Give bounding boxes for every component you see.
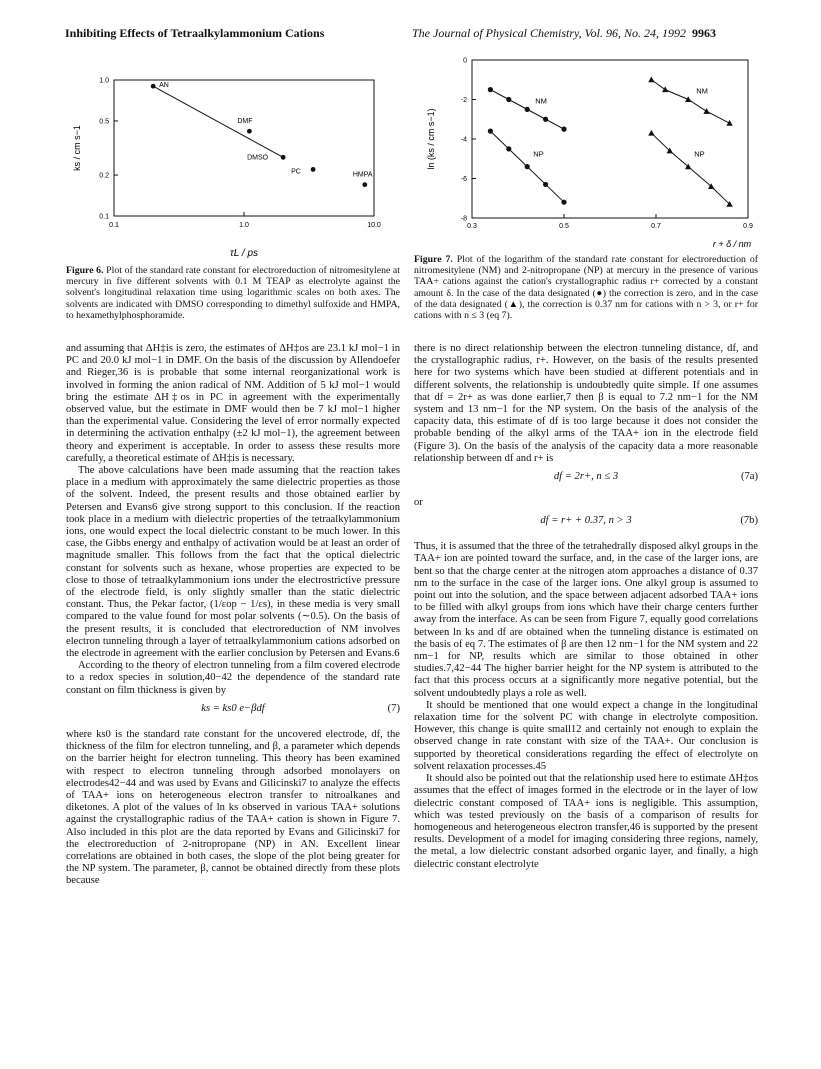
y-tick-label: -8 <box>460 215 467 223</box>
equation-7a <box>414 471 758 491</box>
x-axis-label: r + δ / nm <box>712 239 752 249</box>
y-tick-label: 0.5 <box>99 118 109 126</box>
data-point-circle <box>543 117 548 122</box>
x-tick-label: 10.0 <box>367 222 381 229</box>
data-point-triangle <box>648 77 654 83</box>
point-label: DMSO <box>247 154 269 162</box>
right-paragraph-2: Thus, it is assumed that the three of the tetrahedrally disposed alkyl groups in the TAA+ ion are pointed toward the surface, and, in the case of the larger ions, are bent so that the charge center at the nitrogen atom approaches a distance of 0.37 nm to the surface in the case of the larger ions. One alkyl group is assumed to point out into the solution, and the space between adjacent adsorbed TAA+ ions to be filled with alkyl groups from ions which have their charge centers further away from the interface. As can be seen from Figure 7, equally good correlations between ln ks and df are obtained when the tunneling distance is estimated on the basis of eq 7. The estimates of β are then 12 nm−1 for the NM system and 22 nm−1 for NP, results which are similar to those obtained in other studies.7,42−44 The higher barrier height for the NP system is attributed to the fact that this process occurs at a significantly more negative potential, but the solvent undoubtedly plays a role as well. <box>414 541 758 699</box>
data-point-circle <box>525 107 530 112</box>
right-paragraph-1: there is no direct relationship between the electron tunneling distance, df, and the crystallographic radius, r+. However, on the basis of the results presented here for two systems which have been studied at different potentials and in different solvents, the relationship is undoubtedly quite simple. If one assumes that df = 2r+ as was done earlier,7 then β is equal to 7.2 nm−1 for the NM system and 13 nm−1 for the NP system. On the basis of the analysis of the capacity data, this estimate of df is too large because it does not consider the probable bending of the alkyl arms of the TAA+ ion in the electrode field (Figure 3). On the basis of the analysis of the capacity data a more reasonable relationship between df and r+ is <box>414 343 758 464</box>
y-axis-label: ln (ks / cm s−1) <box>426 108 436 170</box>
left-column-text <box>66 343 400 888</box>
equation-7-formula: ks = ks0 e−βdf <box>201 702 265 714</box>
figure-7-chart <box>412 52 764 258</box>
running-header-right <box>412 26 716 41</box>
data-point-triangle <box>703 108 709 114</box>
running-header-left: Inhibiting Effects of Tetraalkylammonium Cations <box>65 26 325 40</box>
equation-7-number: (7) <box>387 702 400 714</box>
equation-7b-number: (7b) <box>740 515 758 527</box>
figure-6-caption-text: Plot of the standard rate constant for electroreduction of nitromesitylene at mercury in five different solvents with 0.1 M TEAP as electrolyte against the solvent's longitudinal relaxation time using logarithmic scales on both axes. The solvents are indicated with DMSO corresponding to dimethyl sulfoxide and HMPA, to hexamethylphosphoramide. <box>66 265 401 321</box>
data-point-circle <box>543 182 548 187</box>
right-column-text <box>414 343 758 871</box>
y-tick-label: -6 <box>460 176 467 183</box>
x-tick-label: 0.5 <box>559 223 569 230</box>
series-label: NP <box>533 149 544 159</box>
data-point-circle <box>506 97 511 102</box>
or-word: or <box>414 497 423 509</box>
point-label: AN <box>159 82 169 90</box>
figure-7-caption <box>414 254 758 321</box>
x-tick-label: 0.9 <box>743 223 753 230</box>
right-paragraph-3: It should be mentioned that one would expect a change in the longitudinal relaxation time for the solvent PC with change in electrolyte composition. However, this change is quite small12 and certainly not enough to explain the observed change in rate constant with size of the TAA+. Our conclusion is supported by theoretical considerations regarding the effect of electrolyte on solvent relaxation processes.45 <box>414 699 758 772</box>
data-point-circle <box>506 146 511 151</box>
data-point-circle <box>525 164 530 169</box>
data-point <box>151 84 156 89</box>
figure-6-caption-head: Figure 6. <box>66 265 104 276</box>
data-point-triangle <box>662 86 668 92</box>
left-paragraph-2: The above calculations have been made assuming that the reaction takes place in a medium with approximately the same dielectric properties as those of the solvent. Indeed, the present results and those obtained earlier by Petersen and Evans6 give strong support to this conclusion. If the reaction took place in a medium with dielectric properties of the tetraalkylammonium ions, one would expect the local dielectric constant to be much lower. In this case, the Gibbs energy and enthalpy of activation would be at least an order of magnitude smaller. This follows from the fact that the optical dielectric constant for solvents such as hexane, whose properties are expected to be close to those of tetraalkylammonium ions under the electrostrictive pressure of the electrode field, is only slightly smaller than the static dielectric constant. Thus, the Pekar factor, (1/εop − 1/εs), in these media is very small compared to the value found for most polar solvents (∼0.5). On the basis of the present results, it is concluded that electroreduction of NM involves electron tunneling through a layer of tetraalkylammonium cations adsorbed on the electrode in agreement with the earlier conclusion by Petersen and Evans.6 <box>66 465 400 660</box>
x-tick-label: 1.0 <box>239 222 249 229</box>
y-axis-label: ks / cm s−1 <box>72 125 82 171</box>
x-tick-label: 0.3 <box>467 223 477 230</box>
data-point-circle <box>561 200 566 205</box>
figure-7-caption-head: Figure 7. <box>414 254 453 265</box>
equation-7b <box>414 515 758 535</box>
data-point-triangle <box>685 96 691 102</box>
data-point-circle <box>488 129 493 134</box>
left-paragraph-4: where ks0 is the standard rate constant for the uncovered electrode, df, the thickness of the film for electron tunneling, and β, a parameter which depends on the barrier height for electron tunneling. This theory has been examined with respect to electron tunneling through adsorbed monolayers on electrodes42−44 and was used by Evans and Gilicinski7 to analyze the effects of TAA+ ions on heterogeneous electron transfer to nitroalkanes and diketones. A plot of the values of ln ks observed in various TAA+ solutions against the crystallographic radius of the TAA+ cation is shown in Figure 7. Also included in this plot are the data reported by Evans and Gilicinski7 for the electroreduction of 2-nitropropane (NP) in AN. Excellent linear correlations are obtained in both cases, the slope of the plot being greater for the NP system. The parameter, β, cannot be obtained directly from these plots because <box>66 728 400 887</box>
equation-7b-formula: df = r+ + 0.37, n > 3 <box>540 515 632 527</box>
data-point-triangle <box>726 120 732 126</box>
point-label: HMPA <box>352 171 373 179</box>
equation-7a-formula: df = 2r+, n ≤ 3 <box>553 471 619 483</box>
right-paragraph-4: It should also be pointed out that the relationship used here to estimate ΔH‡os assumes that the effect of images formed in the electrode or in the layer of low dielectric constant composed of TAA+ ions is negligible. This assumption, which was tested previously on the basis of a comparison of results for homogeneous and heterogeneous electron transfer,46 is supported by the present results. Development of a model for imaging considering three regions, namely, the metal, a low dielectric constant adsorbed organic layer, and finally, a high dielectric constant electrolyte <box>414 773 758 870</box>
x-axis-label: τL / ps <box>229 248 259 259</box>
figure-6-chart <box>66 68 402 266</box>
left-paragraph-1: and assuming that ΔH‡is is zero, the estimates of ΔH‡os are 23.1 kJ mol−1 in PC and 20.0 kJ mol−1 in DMF. On the basis of the discussion by Allendoefer and Rieger,36 is is probable that some internal reorganizational work is involved in forming the anion radical of NM. Addition of 5 kJ mol−1 would bring the estimate ΔH‡os in PC in agreement with the experimentally observed value, but the estimate in DMF would then be 7 kJ mol−1 higher than the experimental value. Considering the level of error normally expected in determining the activation enthalpy (±2 kJ mol−1), the agreement between theory and experiment is acceptable. In order to assess these results more carefully, a theoretical estimate of ΔH‡is is necessary. <box>66 343 400 464</box>
data-point <box>362 182 367 187</box>
data-point-circle <box>488 87 493 92</box>
y-tick-label: 1.0 <box>99 77 109 85</box>
plot-frame <box>472 60 748 218</box>
trend-line <box>153 86 283 157</box>
page-number: 9963 <box>692 26 716 40</box>
series-label: NP <box>694 149 705 159</box>
data-point <box>281 155 286 160</box>
journal-citation: The Journal of Physical Chemistry, Vol. 96, No. 24, 1992 <box>412 26 686 40</box>
point-label: PC <box>291 168 301 176</box>
point-label: DMF <box>237 118 253 126</box>
y-tick-label: -2 <box>460 97 467 104</box>
y-tick-label: -4 <box>460 136 467 144</box>
x-tick-label: 0.7 <box>651 223 661 230</box>
data-point-triangle <box>648 130 654 136</box>
y-tick-label: 0.2 <box>99 172 109 180</box>
left-paragraph-3: According to the theory of electron tunneling from a film covered electrode to a redox species in solution,40−42 the dependence of the standard rate constant on film thickness is given by <box>66 660 400 696</box>
equation-7a-number: (7a) <box>740 471 758 483</box>
x-tick-label: 0.1 <box>109 222 119 229</box>
series-label: NM <box>696 86 708 96</box>
plot-frame <box>114 80 374 216</box>
figure-6-caption <box>66 265 400 321</box>
equation-7 <box>66 703 400 723</box>
data-point <box>311 167 316 172</box>
series-label: NM <box>535 96 547 106</box>
data-point <box>247 129 252 134</box>
data-point-circle <box>561 127 566 132</box>
figure-7-caption-text: Plot of the logarithm of the standard rate constant for electroreduction of nitromesitylene (NM) and 2-nitropropane (NP) at mercury in the presence of various TAA+ cations against the cation's crystallographic radius r+ corrected by a constant amount δ. In the case of the data designated (●) the correction is zero, and in the case of the data designated (▲), the correction is 0.37 nm for cations with n > 3, or r+ for cations with n ≤ 3 (eq 7). <box>414 254 758 322</box>
y-tick-label: 0.1 <box>99 213 109 221</box>
y-tick-label: 0 <box>463 57 467 65</box>
